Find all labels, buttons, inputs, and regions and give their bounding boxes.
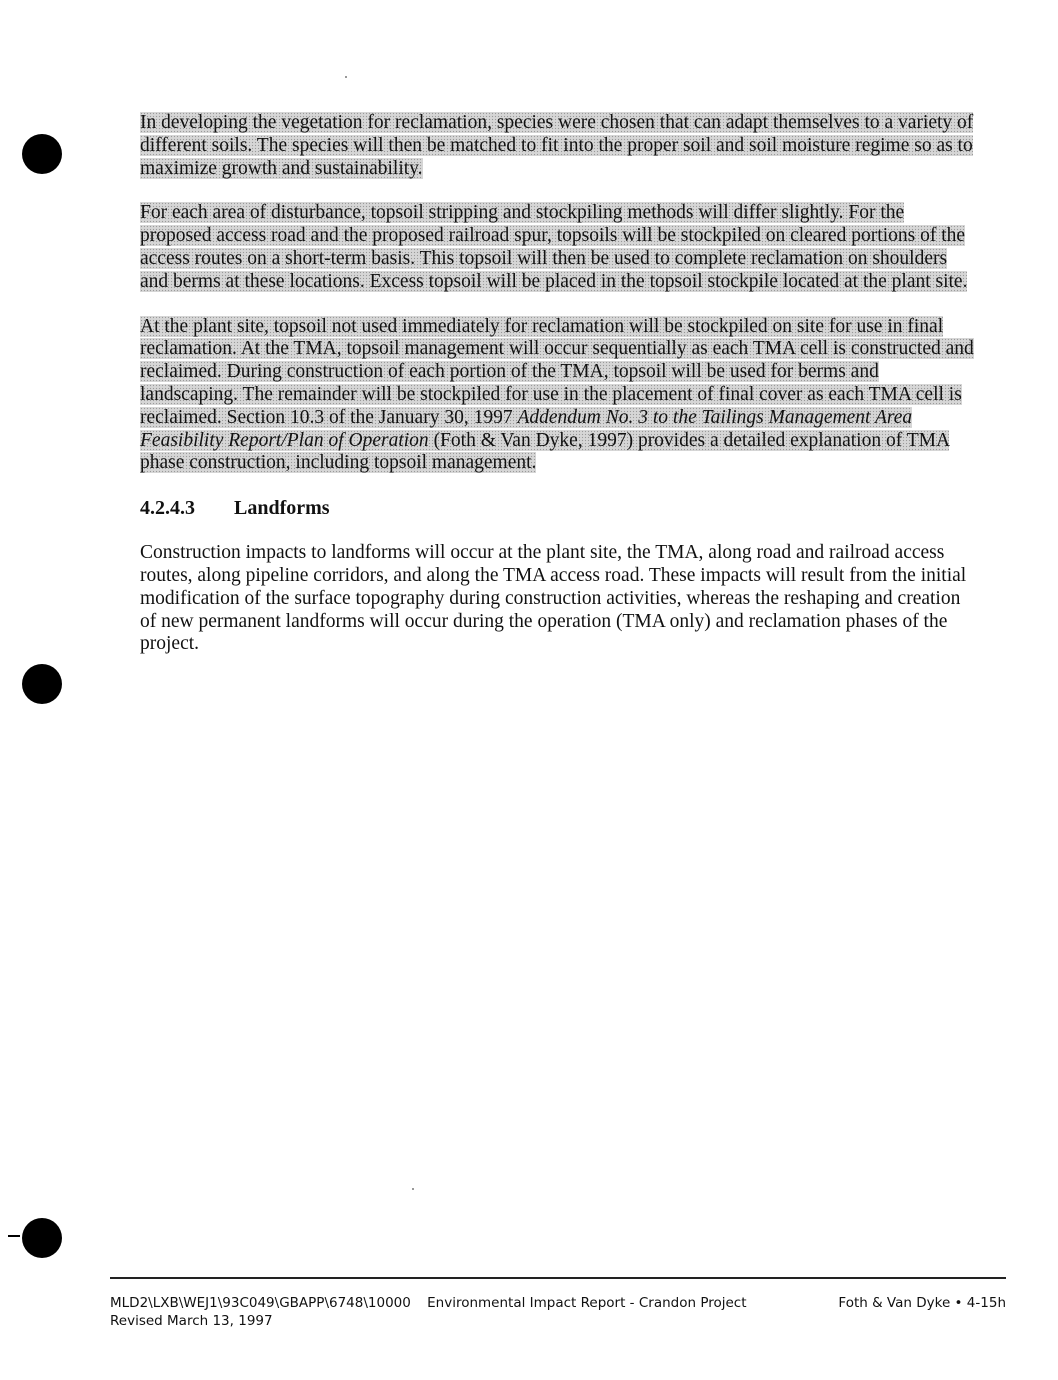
binder-hole-top	[22, 134, 62, 174]
paragraph-landforms: Construction impacts to landforms will occur at the plant site, the TMA, along road and railroad access routes, along pipeline corridors, and along the TMA access road. These impacts will result from the initial modification of the surface topography during construction activities, whereas the reshaping and creation of new permanent landforms will occur during the operation (TMA only) and reclamation phases of the project.	[140, 542, 967, 655]
italic-reference: Addendum No. 3 to the Tailings Management Area Feasibility Report/Plan of Operation	[140, 406, 913, 451]
binder-hole-bottom	[22, 1218, 62, 1258]
text-segment: (Foth & Van Dyke, 1997) provides a detailed explanation of TMA phase construction, including topsoil management.	[140, 429, 949, 474]
paragraph-topsoil-stripping	[140, 202, 980, 293]
text-segment: At the plant site, topsoil not used immediately for reclamation will be stockpiled on site for use in final reclamation. At the TMA, topsoil management will occur sequentially as each TMA cell is constructed and reclaimed. During construction of each portion of the TMA, topsoil will be used for berms and landscaping. The remainder will be stockpiled for use in the placement of final cover as each TMA cell is reclaimed. Section 10.3 of the January 30, 1997	[140, 315, 974, 428]
paragraph-plant-site-topsoil	[140, 316, 980, 476]
document-body	[140, 112, 980, 678]
footer-revised-date: Revised March 13, 1997	[110, 1313, 273, 1329]
highlighted-text: In developing the vegetation for reclamation, species were chosen that can adapt themselves to a variety of different soils. The species will then be matched to fit into the proper soil and soil moisture regime so as to maximize growth and sustainability.	[140, 112, 974, 179]
binder-hole-middle	[22, 664, 62, 704]
section-number: 4.2.4.3	[140, 497, 195, 520]
scan-mark	[8, 1235, 20, 1237]
footer-page-number: Foth & Van Dyke • 4-15h	[838, 1295, 1006, 1311]
highlighted-text: For each area of disturbance, topsoil stripping and stockpiling methods will differ slightly. For the proposed access road and the proposed railroad spur, topsoils will be stockpiled on cleared portions of the access routes on a short-term basis. This topsoil will then be used to complete reclamation on shoulders and berms at these locations. Excess topsoil will be placed in the topsoil stockpile located at the plant site.	[140, 202, 968, 292]
scan-speck	[345, 76, 347, 78]
page-footer	[110, 1294, 1006, 1330]
scan-speck	[412, 1188, 414, 1190]
footer-file-path: MLD2\LXB\WEJ1\93C049\GBAPP\6748\10000	[110, 1295, 411, 1311]
paragraph-vegetation	[140, 112, 980, 180]
section-title: Landforms	[234, 497, 330, 520]
section-heading	[140, 497, 980, 520]
footer-divider	[110, 1277, 1006, 1279]
highlighted-text	[140, 316, 974, 474]
footer-document-title: Environmental Impact Report - Crandon Project	[427, 1295, 747, 1311]
